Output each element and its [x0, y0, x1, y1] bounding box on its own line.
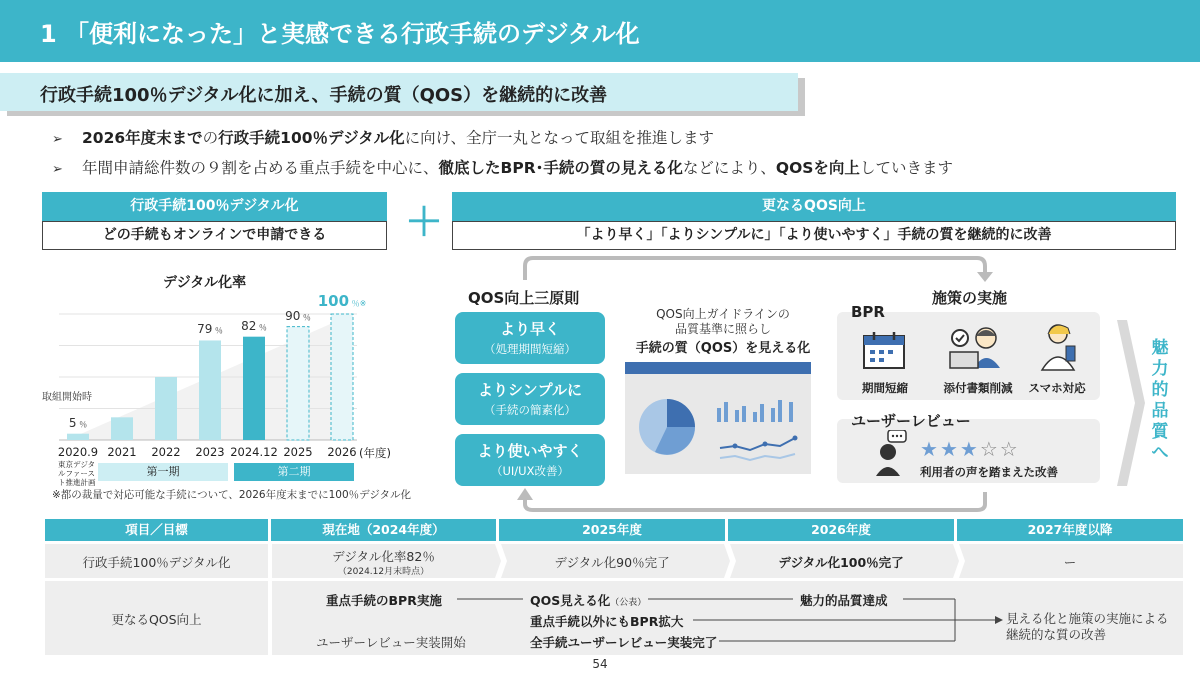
x-tick-2025: 2025	[283, 445, 313, 459]
value-label-2020.9: 5 ％	[68, 415, 88, 430]
page-subtitle: 行政手続100％デジタル化に加え、手続の質（QOS）を継続的に改善	[40, 85, 608, 106]
row2-current-2: ユーザーレビュー実装開始	[316, 635, 466, 650]
rating-stars	[920, 438, 1020, 460]
guide-bold: 手続の質（QOS）を見える化	[635, 341, 811, 356]
value-label-2026: 100 ％※	[317, 292, 367, 310]
page-title: 1 「便利になった」と実感できる行政手続のデジタル化	[40, 20, 640, 48]
bar-2025	[287, 327, 309, 440]
reviewer-icon	[874, 430, 908, 476]
smartphone-user-icon	[1030, 320, 1090, 372]
bpr-item-1: 期間短縮	[862, 381, 908, 395]
right-box-head: 更なるQOS向上	[452, 192, 1176, 221]
bullet-1	[52, 126, 714, 148]
bpr-item-3: スマホ対応	[1028, 381, 1086, 395]
row1-2027: ー	[1063, 555, 1077, 570]
x-tick-2023: 2023	[195, 445, 225, 459]
chart-title: デジタル化率	[163, 275, 247, 291]
page-number: 54	[592, 657, 608, 671]
bar-2020.9	[67, 434, 89, 440]
table-header-2025: 2025年度	[499, 519, 725, 541]
measures-title: 施策の実施	[932, 289, 1008, 307]
row1-current-note: （2024.12月末時点）	[337, 567, 430, 577]
chevron-right-icon	[1117, 320, 1145, 486]
period-1: 第一期	[98, 463, 228, 481]
table-header-current: 現在地（2024年度）	[271, 519, 496, 541]
bullet-1-bold-2: 行政手続100％デジタル化	[218, 129, 405, 147]
star-filled-icon: ★	[920, 437, 940, 461]
bullet-2	[52, 156, 953, 178]
side-label-attractive-quality: 魅力的品質へ	[1151, 338, 1169, 463]
row2-label: 更なるQOS向上	[111, 612, 202, 627]
x-tick-2024.12: 2024.12	[230, 445, 278, 459]
star-filled-icon: ★	[959, 437, 980, 461]
star-filled-icon: ★	[939, 437, 960, 461]
principle-faster-title: より早く	[499, 320, 560, 338]
bullet-1-text-1: の	[202, 129, 219, 147]
arrow-bullet-icon: ➢	[52, 132, 63, 147]
row1-current: デジタル化率82％	[332, 549, 435, 564]
row2-current-1: 重点手続のBPR実施	[326, 593, 442, 608]
x-tick-2020.9: 2020.9	[57, 445, 99, 459]
table-header-2027: 2027年度以降	[957, 519, 1183, 541]
right-box-body: 「より早く」「よりシンプルに」「より使いやすく」手続の質を継続的に改善	[452, 221, 1176, 250]
bar-2022	[155, 377, 177, 440]
row2-2025-3: 全手続ユーザーレビュー実装完了	[530, 635, 718, 650]
bullet-2-bold-2: QOSを向上	[775, 159, 860, 177]
dashboard-illustration-icon	[625, 362, 811, 474]
plus-icon: ＋	[405, 200, 444, 244]
left-box-body: どの手続もオンラインで申請できる	[42, 221, 387, 250]
row2-2027-1: 見える化と施策の実施による	[1006, 611, 1169, 626]
review-title: ユーザーレビュー	[851, 412, 971, 430]
principle-faster	[455, 312, 605, 364]
star-empty-icon: ☆	[999, 437, 1020, 461]
star-empty-icon: ☆	[979, 437, 1000, 461]
bullet-1-text-2: に向け、全庁一丸となって取組を推進します	[404, 129, 714, 147]
start-label: 取組開始時	[42, 391, 92, 403]
row2-2025-1-text: QOS見える化	[530, 593, 611, 608]
row2-2025-2: 重点手続以外にもBPR拡大	[530, 614, 684, 629]
principle-faster-sub: （処理期間短縮）	[484, 342, 576, 356]
principle-easier-sub: （UI/UX改善）	[491, 464, 569, 478]
principle-simpler-sub: （手続の簡素化）	[484, 403, 576, 417]
bullet-2-text-3: していきます	[859, 159, 953, 177]
principle-easier-title: より使いやすく	[477, 442, 583, 460]
review-caption: 利用者の声を踏まえた改善	[920, 465, 1058, 479]
left-box-head: 行政手続100％デジタル化	[42, 192, 387, 221]
bar-2024.12	[243, 337, 265, 440]
bullet-2-bold-1: 徹底したBPR･手続の質の見える化	[438, 159, 683, 177]
plan-sub-label: 東京デジタルファースト推進計画	[58, 460, 96, 487]
guide-line-2: 品質基準に照らし	[674, 322, 771, 336]
value-label-2023: 79 ％	[197, 322, 223, 337]
qos-principles-title: QOS向上三原則	[468, 289, 580, 307]
principle-easier	[455, 434, 605, 486]
period-2: 第二期	[234, 463, 354, 481]
calendar-icon	[862, 330, 906, 370]
timeline-connectors	[45, 580, 1185, 656]
arrow-bullet-icon: ➢	[52, 162, 63, 177]
table-header-item: 項目／目標	[45, 519, 268, 541]
principle-simpler-title: よりシンプルに	[477, 381, 583, 399]
guide-line-1: QOS向上ガイドラインの	[656, 307, 790, 321]
footnote: ※都の裁量で対応可能な手続について、2026年度末までに100％デジタル化	[52, 489, 412, 501]
bar-2026	[331, 314, 353, 440]
x-unit-label: (年度)	[359, 446, 391, 460]
bpr-title: BPR	[851, 303, 885, 321]
x-tick-2026: 2026	[327, 445, 357, 459]
x-tick-2021: 2021	[107, 445, 137, 459]
bar-2021	[111, 417, 133, 440]
bpr-item-2: 添付書類削減	[943, 381, 1013, 395]
table-header-2026: 2026年度	[728, 519, 954, 541]
principle-simpler	[455, 373, 605, 425]
bullet-2-text-1: 年間申請総件数の９割を占める重点手続を中心に、	[82, 159, 439, 177]
bar-2023	[199, 340, 221, 440]
bullet-1-bold-1: 2026年度末まで	[82, 129, 203, 147]
row1-label: 行政手続100％デジタル化	[82, 555, 231, 570]
x-tick-2022: 2022	[151, 445, 181, 459]
row2-2027-2: 継続的な質の改善	[1006, 627, 1107, 642]
value-label-2024.12: 82 ％	[241, 318, 267, 333]
row2-2026: 魅力的品質達成	[800, 593, 888, 608]
bullet-2-text-2: などにより、	[682, 159, 776, 177]
laptop-user-icon	[946, 322, 1006, 372]
value-label-2025: 90 ％	[285, 308, 311, 323]
row2-2025-1-note: （公表）	[610, 598, 647, 608]
row1-2025: デジタル化90％完了	[554, 555, 670, 570]
row1-2026: デジタル化100％完了	[778, 555, 904, 570]
